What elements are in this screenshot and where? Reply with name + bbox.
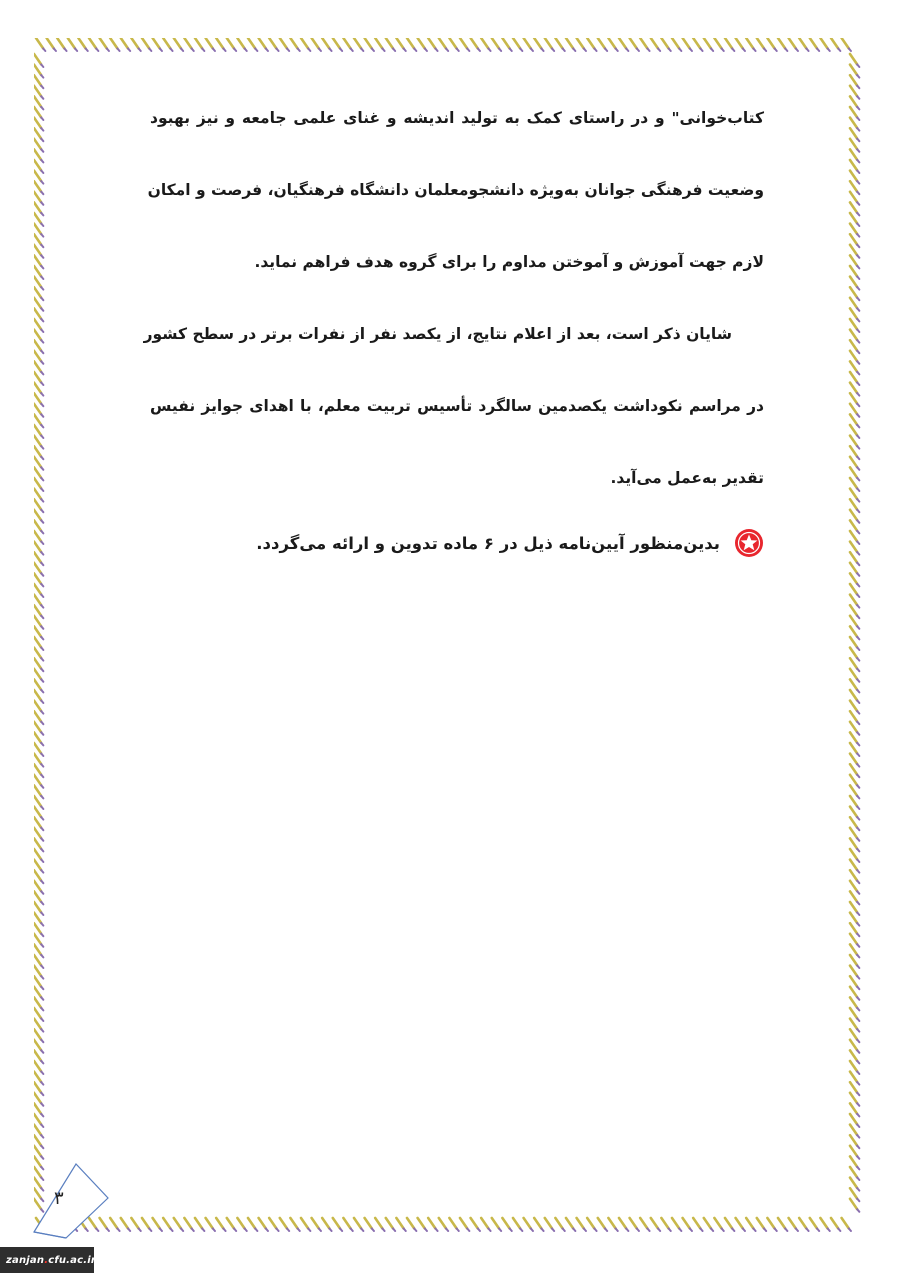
pencil-ornament — [630, 38, 639, 51]
pencil-ornament — [343, 38, 352, 51]
pencil-ornament — [502, 38, 511, 51]
pencil-ornament — [661, 38, 670, 51]
pencil-ornament — [110, 38, 119, 51]
page-number-frame — [28, 1160, 114, 1240]
pencil-ornament — [651, 1218, 660, 1231]
pencil-ornament — [492, 38, 501, 51]
pencil-ornament — [608, 1218, 617, 1231]
pencil-ornament — [545, 38, 554, 51]
pencil-ornament — [460, 1218, 469, 1231]
pencil-ornament — [195, 38, 204, 51]
pencil-ornament — [312, 1218, 321, 1231]
watermark-domain: cfu.ac.ir — [48, 1254, 97, 1266]
pencil-ornament — [810, 1218, 819, 1231]
pencil-ornament — [269, 1218, 278, 1231]
pencil-ornament — [57, 38, 66, 51]
pencil-ornament — [566, 38, 575, 51]
paragraph-1 — [147, 82, 764, 298]
pencil-ornament — [799, 1218, 808, 1231]
pencil-ornament — [131, 38, 140, 51]
pencil-ornament — [121, 38, 130, 51]
pencil-ornament — [396, 1218, 405, 1231]
pencil-ornament — [704, 1218, 713, 1231]
pencil-ornament — [227, 1218, 236, 1231]
pencil-ornament — [598, 1218, 607, 1231]
pencil-ornament — [322, 38, 331, 51]
pencil-ornament — [407, 38, 416, 51]
pencil-ornament — [269, 38, 278, 51]
pencil-ornament — [683, 1218, 692, 1231]
pencil-ornament — [524, 1218, 533, 1231]
pencil-ornament — [746, 38, 755, 51]
pencil-ornament — [608, 38, 617, 51]
pencil-ornament — [555, 38, 564, 51]
pencil-ornament — [481, 38, 490, 51]
bullet-item — [150, 528, 764, 558]
pencil-ornament — [757, 38, 766, 51]
page-number: ۳ — [54, 1188, 64, 1209]
pencil-ornament — [418, 1218, 427, 1231]
pencil-ornament — [502, 1218, 511, 1231]
pencil-ornament — [428, 38, 437, 51]
pencil-ornament — [174, 1218, 183, 1231]
pencil-ornament — [693, 1218, 702, 1231]
pencil-ornament — [290, 38, 299, 51]
pencil-ornament — [672, 38, 681, 51]
pencil-ornament — [471, 38, 480, 51]
pencil-ornament — [799, 38, 808, 51]
pencil-ornament — [778, 1218, 787, 1231]
pencil-ornament — [153, 1218, 162, 1231]
pencil-ornament — [36, 38, 45, 51]
pencil-ornament — [640, 38, 649, 51]
document-body — [143, 82, 764, 514]
pencil-ornament — [375, 38, 384, 51]
pencil-ornament — [714, 38, 723, 51]
pencil-ornament — [280, 38, 289, 51]
pencil-ornament — [439, 38, 448, 51]
text-line: در مراسم نکوداشت یکصدمین سالگرد تأسیس تربیت معلم، با اهدای جوایز نفیس — [150, 397, 764, 415]
pencil-ornament — [248, 38, 257, 51]
pencil-ornament — [100, 38, 109, 51]
pencil-ornament — [767, 38, 776, 51]
pencil-ornament — [842, 1218, 851, 1231]
pencil-ornament — [820, 38, 829, 51]
pencil-ornament — [184, 38, 193, 51]
pencil-ornament — [206, 1218, 215, 1231]
pencil-ornament — [322, 1218, 331, 1231]
pencil-ornament — [587, 1218, 596, 1231]
pencil-ornament — [693, 38, 702, 51]
pencil-ornament — [842, 38, 851, 51]
pencil-ornament — [651, 38, 660, 51]
text-line: کتاب‌خوانی" و در راستای کمک به تولید اندیشه و غنای علمی جامعه و نیز بهبود — [150, 109, 764, 127]
pencil-ornament — [577, 38, 586, 51]
pencil-ornament — [524, 38, 533, 51]
pencil-ornament — [354, 1218, 363, 1231]
bullet-text: بدین‌منظور آیین‌نامه ذیل در ۶ ماده تدوین و ارائه می‌گردد. — [256, 533, 720, 553]
pencil-ornament — [216, 38, 225, 51]
pencil-ornament — [619, 38, 628, 51]
pencil-ornament — [142, 1218, 151, 1231]
pencil-ornament — [227, 38, 236, 51]
pencil-ornament — [492, 1218, 501, 1231]
pencil-ornament — [365, 1218, 374, 1231]
pencil-ornament — [661, 1218, 670, 1231]
pencil-ornament — [577, 1218, 586, 1231]
pencil-ornament — [778, 38, 787, 51]
text-line: وضعیت فرهنگی جوانان به‌ویژه دانشجومعلمان دانشگاه فرهنگیان، فرصت و امکان — [147, 181, 764, 199]
pencil-ornament — [736, 1218, 745, 1231]
pencil-ornament — [481, 1218, 490, 1231]
pencil-ornament — [767, 1218, 776, 1231]
pencil-ornament — [195, 1218, 204, 1231]
pencil-ornament — [301, 1218, 310, 1231]
pencil-ornament — [598, 38, 607, 51]
pencil-ornament — [566, 1218, 575, 1231]
pencil-ornament — [449, 38, 458, 51]
pencil-ornament — [386, 38, 395, 51]
pencil-ornament — [237, 38, 246, 51]
pencil-ornament — [280, 1218, 289, 1231]
pencil-ornament — [47, 38, 56, 51]
pencil-ornament — [333, 38, 342, 51]
pencil-ornament — [259, 1218, 268, 1231]
pencil-ornament — [831, 1218, 840, 1231]
pencil-ornament — [206, 38, 215, 51]
pencil-ornament — [312, 38, 321, 51]
text-line: شایان ذکر است، بعد از اعلام نتایج، از یکصد نفر از نفرات برتر در سطح کشور — [143, 325, 732, 343]
pencil-ornament — [259, 38, 268, 51]
text-line: لازم جهت آموزش و آموختن مداوم را برای گروه هدف فراهم نماید. — [254, 253, 764, 271]
pencil-ornament — [513, 1218, 522, 1231]
pencil-ornament — [534, 38, 543, 51]
pencil-ornament — [290, 1218, 299, 1231]
pencil-ornament — [820, 1218, 829, 1231]
pencil-ornament — [89, 38, 98, 51]
pencil-ornament — [810, 38, 819, 51]
pencil-ornament — [386, 1218, 395, 1231]
pencil-ornament — [365, 38, 374, 51]
pencil-ornament — [555, 1218, 564, 1231]
star-badge-icon — [734, 528, 764, 558]
pencil-ornament — [640, 1218, 649, 1231]
pencil-ornament — [513, 38, 522, 51]
pencil-ornament — [153, 38, 162, 51]
pencil-ornament — [142, 38, 151, 51]
pencil-ornament — [354, 38, 363, 51]
watermark-dot: . — [44, 1254, 49, 1266]
pencil-ornament — [418, 38, 427, 51]
site-watermark — [0, 1247, 97, 1273]
pencil-ornament — [184, 1218, 193, 1231]
pencil-ornament — [460, 38, 469, 51]
pencil-ornament — [301, 38, 310, 51]
pencil-ornament — [725, 38, 734, 51]
pencil-ornament — [683, 38, 692, 51]
pencil-ornament — [471, 1218, 480, 1231]
pencil-ornament — [587, 38, 596, 51]
pencil-ornament — [757, 1218, 766, 1231]
pencil-ornament — [396, 38, 405, 51]
pencil-ornament — [121, 1218, 130, 1231]
pencil-ornament — [68, 38, 77, 51]
pencil-ornament — [725, 1218, 734, 1231]
pencil-ornament — [78, 38, 87, 51]
pencil-ornament — [375, 1218, 384, 1231]
pencil-ornament — [439, 1218, 448, 1231]
paragraph-2 — [143, 298, 764, 514]
pencil-ornament — [174, 38, 183, 51]
pencil-ornament — [343, 1218, 352, 1231]
watermark-site: zanjan — [6, 1254, 45, 1266]
pencil-ornament — [407, 1218, 416, 1231]
pencil-ornament — [672, 1218, 681, 1231]
text-line: تقدیر به‌عمل می‌آید. — [610, 469, 764, 487]
pencil-ornament — [831, 38, 840, 51]
pencil-ornament — [333, 1218, 342, 1231]
pencil-ornament — [216, 1218, 225, 1231]
pencil-ornament — [248, 1218, 257, 1231]
pencil-ornament — [428, 1218, 437, 1231]
pencil-ornament — [789, 38, 798, 51]
pencil-ornament — [237, 1218, 246, 1231]
pencil-ornament — [714, 1218, 723, 1231]
pencil-ornament — [545, 1218, 554, 1231]
pencil-ornament — [619, 1218, 628, 1231]
pencil-ornament — [704, 38, 713, 51]
pencil-ornament — [630, 1218, 639, 1231]
pencil-ornament — [746, 1218, 755, 1231]
pencil-ornament — [736, 38, 745, 51]
pencil-ornament — [534, 1218, 543, 1231]
pencil-ornament — [789, 1218, 798, 1231]
pencil-ornament — [163, 38, 172, 51]
pencil-ornament — [163, 1218, 172, 1231]
pencil-ornament — [131, 1218, 140, 1231]
pencil-ornament — [449, 1218, 458, 1231]
